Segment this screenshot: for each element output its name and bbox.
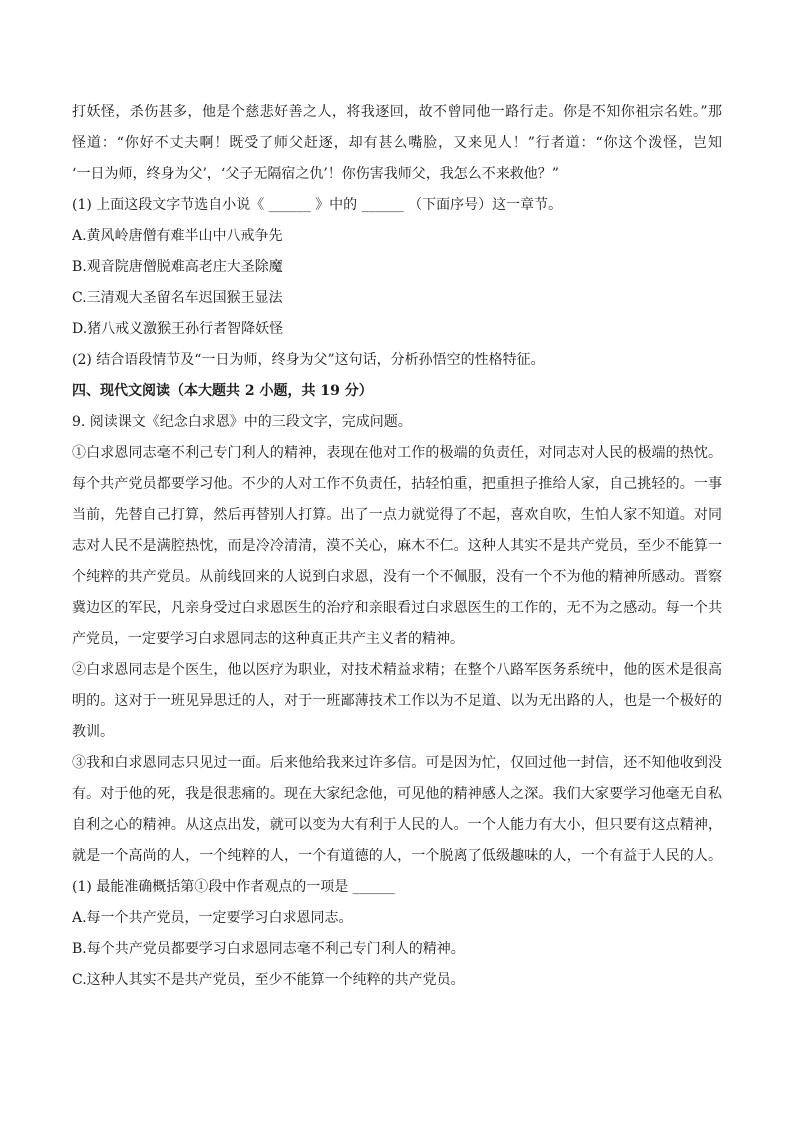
option-b: B.观音院唐僧脱难高老庄大圣除魔 bbox=[72, 259, 283, 275]
passage-line: ‘一日为师，终身为父’，‘父子无隔宿之仇’！你伤害我师父，我怎么不来救他？” bbox=[72, 166, 559, 182]
paragraph-3-line: ③我和白求恩同志只见过一面。后来他给我来过许多信。可是因为忙，仅回过他一封信，还不知他收到没 bbox=[72, 755, 722, 771]
paragraph-1-line: 个纯粹的共产党员。从前线回来的人说到白求恩，没有一个不佩服，没有一个不为他的精神所感动。晋察 bbox=[72, 569, 722, 585]
paragraph-3-line: 就是一个高尚的人，一个纯粹的人，一个有道德的人，一个脱离了低级趣味的人，一个有益于人民的人。 bbox=[72, 848, 722, 864]
option-a: A.黄风岭唐僧有难半山中八戒争先 bbox=[72, 228, 283, 244]
paragraph-2-line: ②白求恩同志是个医生，他以医疗为职业，对技术精益求精；在整个八路军医务系统中，他的医术是很高 bbox=[72, 662, 722, 678]
question-9-intro: 9. 阅读课文《纪念白求恩》中的三段文字，完成问题。 bbox=[72, 414, 412, 430]
question-8-2: (2) 结合语段情节及“一日为师，终身为父”这句话，分析孙悟空的性格特征。 bbox=[72, 352, 545, 368]
paragraph-3-line: 自利之心的精神。从这点出发，就可以变为大有利于人民的人。一个人能力有大小，但只要有这点精神， bbox=[72, 817, 722, 833]
paragraph-1-line: 冀边区的军民，凡亲身受过白求恩医生的治疗和亲眼看过白求恩医生的工作的，无不为之感动。每一个共 bbox=[72, 600, 722, 616]
question-8-1: (1) 上面这段文字节选自小说《 ______ 》中的 ______ （下面序号）这一章节。 bbox=[72, 197, 563, 213]
option-c: C.三清观大圣留名车迟国猴王显法 bbox=[72, 290, 283, 306]
passage-line: 打妖怪，杀伤甚多，他是个慈悲好善之人，将我逐回，故不曾同他一路行走。你是不知你祖宗名姓。”那 bbox=[72, 104, 722, 120]
section-heading: 四、现代文阅读（本大题共 2 小题，共 19 分） bbox=[72, 383, 373, 399]
paragraph-1-line: 每个共产党员都要学习他。不少的人对工作不负责任，拈轻怕重，把重担子推给人家，自己挑轻的。一事 bbox=[72, 476, 722, 492]
option-b: B.每个共产党员都要学习白求恩同志毫不利己专门利人的精神。 bbox=[72, 941, 465, 957]
paragraph-1-line: 志对人民不是满腔热忱，而是冷冷清清，漠不关心，麻木不仁。这种人其实不是共产党员，至少不能算一 bbox=[72, 538, 722, 554]
paragraph-1-line: 当前，先替自己打算，然后再替别人打算。出了一点力就觉得了不起，喜欢自吹，生怕人家不知道。对同 bbox=[72, 507, 722, 523]
paragraph-1-line: 产党员，一定要学习白求恩同志的这种真正共产主义者的精神。 bbox=[72, 631, 464, 647]
paragraph-2-line: 教训。 bbox=[72, 724, 114, 740]
passage-line: 怪道：“你好不丈夫啊！既受了师父赶逐，却有甚么嘴脸，又来见人！”行者道：“你这个泼怪，岂知 bbox=[72, 135, 722, 151]
paragraph-2-line: 明的。这对于一班见异思迁的人，对于一班鄙薄技术工作以为不足道、以为无出路的人，也是一个极好的 bbox=[72, 693, 722, 709]
paragraph-1-line: ①白求恩同志毫不利己专门利人的精神，表现在他对工作的极端的负责任，对同志对人民的极端的热忱。 bbox=[72, 445, 722, 461]
paragraph-3-line: 有。对于他的死，我是很悲痛的。现在大家纪念他，可见他的精神感人之深。我们大家要学习他毫无自私 bbox=[72, 786, 722, 802]
option-d: D.猪八戒义激猴王孙行者智降妖怪 bbox=[72, 321, 284, 337]
question-9-1: (1) 最能准确概括第①段中作者观点的一项是 ______ bbox=[72, 879, 395, 895]
option-a: A.每一个共产党员，一定要学习白求恩同志。 bbox=[72, 910, 353, 926]
option-c: C.这种人其实不是共产党员，至少不能算一个纯粹的共产党员。 bbox=[72, 972, 465, 988]
